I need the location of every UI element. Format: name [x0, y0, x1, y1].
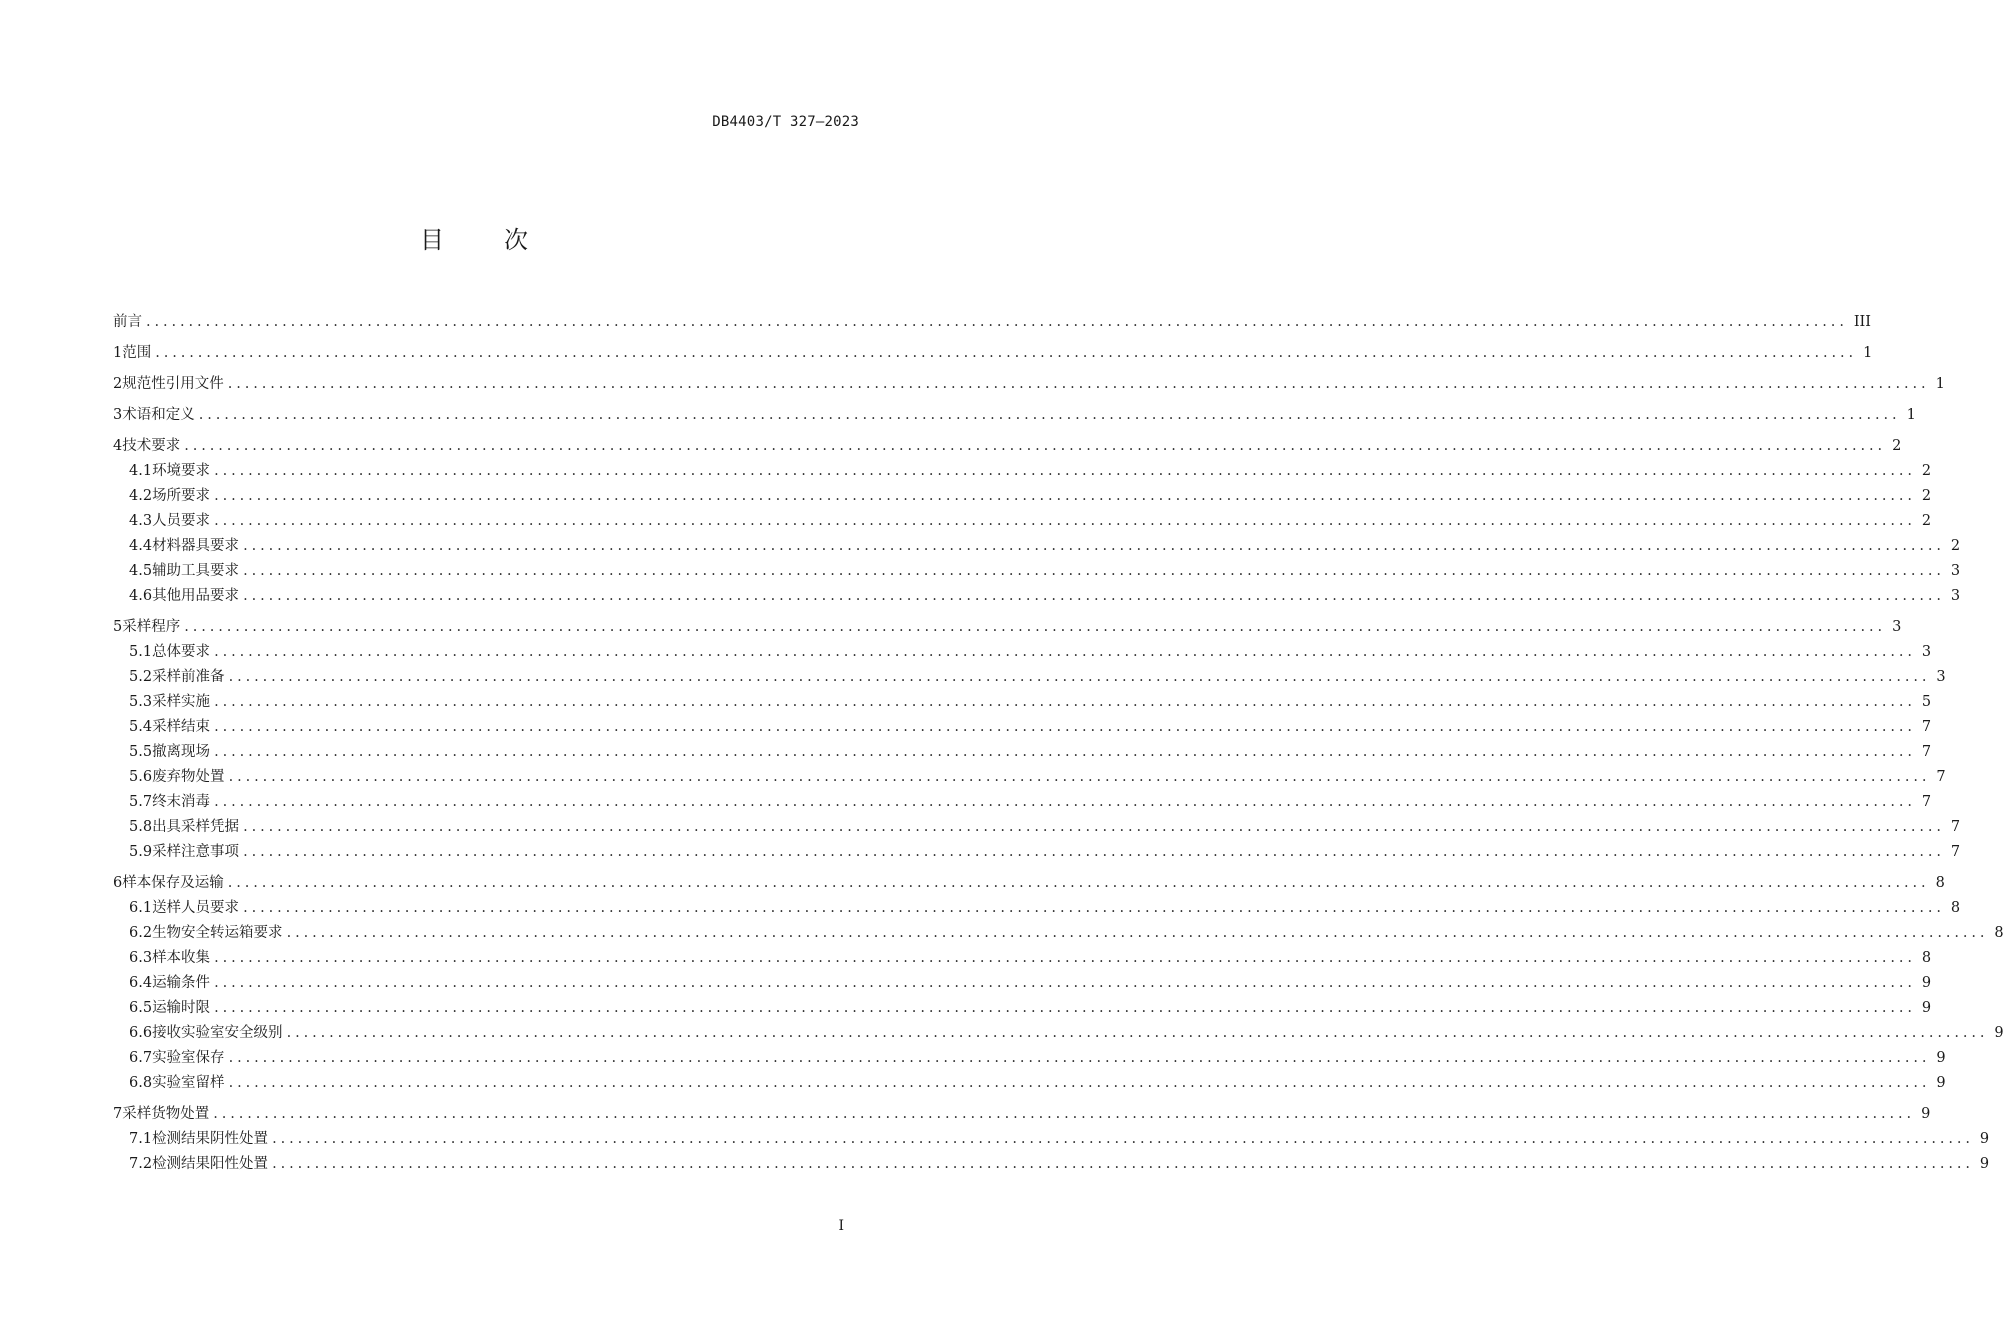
toc-entry[interactable] — [113, 715, 1932, 740]
toc-dot-leader: ........................................................................................................................................................................................................ — [146, 314, 1848, 330]
toc-entry[interactable] — [113, 310, 1872, 335]
toc-entry-page: 3 — [1921, 644, 1932, 660]
toc-dot-leader: ........................................................................................................................................................................................................ — [227, 875, 1930, 891]
toc-entry-label: 废弃物处置 — [152, 769, 225, 785]
toc-entry[interactable] — [113, 1071, 1946, 1096]
toc-dot-leader: ........................................................................................................................................................................................................ — [243, 900, 1945, 916]
toc-entry-page: 7 — [1921, 719, 1932, 735]
toc-dot-leader: ........................................................................................................................................................................................................ — [214, 1000, 1916, 1016]
toc-entry[interactable] — [113, 921, 2004, 946]
toc-dot-leader: ........................................................................................................................................................................................................ — [227, 376, 1930, 392]
toc-entry[interactable] — [113, 559, 1961, 584]
toc-entry-label: 生物安全转运箱要求 — [152, 925, 283, 941]
toc-entry-number: 4.1 — [129, 463, 153, 479]
toc-entry-number: 6.6 — [129, 1025, 153, 1041]
toc-dot-leader: ........................................................................................................................................................................................................ — [214, 975, 1916, 991]
toc-entry[interactable] — [113, 996, 1932, 1021]
toc-dot-leader: ........................................................................................................................................................................................................ — [243, 588, 1945, 604]
toc-entry[interactable] — [113, 640, 1932, 665]
toc-dot-leader: ........................................................................................................................................................................................................ — [214, 719, 1916, 735]
toc-entry-page: 7 — [1921, 744, 1932, 760]
toc-entry-label: 检测结果阳性处置 — [152, 1156, 269, 1172]
toc-entry-page: 9 — [1994, 1025, 2004, 1041]
toc-entry[interactable] — [113, 534, 1961, 559]
toc-entry-number: 7.2 — [129, 1156, 153, 1172]
toc-entry-number: 6.8 — [129, 1075, 153, 1091]
toc-entry-page: 2 — [1921, 513, 1932, 529]
toc-title-right: 次 — [504, 226, 530, 254]
toc-entry-page: 7 — [1950, 844, 1961, 860]
toc-entry-label: 前言 — [113, 314, 142, 330]
toc-entry-page: 1 — [1906, 407, 1916, 423]
toc-entry-page: 3 — [1950, 588, 1961, 604]
toc-entry-page: 8 — [1921, 950, 1932, 966]
toc-entry-label: 辅助工具要求 — [152, 563, 240, 579]
toc-dot-leader: ........................................................................................................................................................................................................ — [214, 694, 1916, 710]
toc-entry-page: 2 — [1892, 438, 1902, 454]
toc-dot-leader: ........................................................................................................................................................................................................ — [214, 794, 1916, 810]
toc-entry-label: 终末消毒 — [152, 794, 211, 810]
document-code: DB4403/T 327—2023 — [712, 114, 859, 130]
toc-entry[interactable] — [113, 1046, 1946, 1071]
toc-entry-label: 规范性引用文件 — [122, 376, 224, 392]
toc-dot-leader: ........................................................................................................................................................................................................ — [286, 1025, 1989, 1041]
toc-entry-number: 6.4 — [129, 975, 153, 991]
toc-title — [0, 220, 950, 255]
toc-entry-number: 6 — [113, 875, 123, 891]
toc-entry[interactable] — [113, 459, 1932, 484]
toc-entry-number: 6.5 — [129, 1000, 153, 1016]
toc-entry-number: 3 — [113, 407, 123, 423]
toc-entry-label: 采样实施 — [152, 694, 211, 710]
toc-entry[interactable] — [113, 896, 1961, 921]
toc-entry[interactable] — [113, 403, 1916, 428]
toc-entry-page: 3 — [1950, 563, 1961, 579]
toc-entry[interactable] — [113, 946, 1932, 971]
toc-entry[interactable] — [113, 871, 1945, 896]
toc-entry-page: 9 — [1921, 1000, 1932, 1016]
toc-entry-label: 实验室留样 — [152, 1075, 225, 1091]
toc-entry[interactable] — [113, 971, 1932, 996]
toc-entry-number: 4.4 — [129, 538, 153, 554]
toc-entry-label: 总体要求 — [152, 644, 211, 660]
toc-dot-leader: ........................................................................................................................................................................................................ — [243, 538, 1945, 554]
toc-entry-number: 6.7 — [129, 1050, 153, 1066]
toc-entry-label: 样本保存及运输 — [122, 875, 224, 891]
toc-entry-label: 环境要求 — [152, 463, 211, 479]
toc-entry-page: 9 — [1936, 1050, 1946, 1066]
toc-entry[interactable] — [113, 341, 1873, 366]
toc-entry[interactable] — [113, 372, 1945, 397]
toc-dot-leader: ........................................................................................................................................................................................................ — [243, 844, 1945, 860]
toc-dot-leader: ........................................................................................................................................................................................................ — [272, 1131, 1974, 1147]
toc-entry-page: 9 — [1921, 1106, 1931, 1122]
toc-entry-label: 出具采样凭据 — [152, 819, 240, 835]
toc-entry[interactable] — [113, 665, 1946, 690]
toc-entry[interactable] — [113, 1102, 1931, 1127]
toc-entry-page: 8 — [1935, 875, 1945, 891]
toc-entry-number: 2 — [113, 376, 123, 392]
toc-dot-leader: ........................................................................................................................................................................................................ — [228, 669, 1931, 685]
toc-entry-page: 7 — [1950, 819, 1961, 835]
toc-entry-label: 采样前准备 — [152, 669, 225, 685]
toc-dot-leader: ........................................................................................................................................................................................................ — [228, 1075, 1931, 1091]
toc-entry-label: 运输条件 — [152, 975, 211, 991]
toc-entry-number: 5 — [113, 619, 123, 635]
toc-entry-label: 术语和定义 — [122, 407, 195, 423]
toc-entry-page: 9 — [1979, 1131, 1990, 1147]
toc-dot-leader: ........................................................................................................................................................................................................ — [155, 345, 1858, 361]
toc-entry-label: 人员要求 — [152, 513, 211, 529]
toc-entry-page: 2 — [1921, 463, 1932, 479]
toc-entry-page: 9 — [1921, 975, 1932, 991]
toc-entry[interactable] — [113, 484, 1932, 509]
toc-entry-page: 1 — [1863, 345, 1873, 361]
toc-entry-label: 范围 — [122, 345, 152, 361]
toc-dot-leader: ........................................................................................................................................................................................................ — [184, 438, 1887, 454]
toc-entry-number: 6.2 — [129, 925, 153, 941]
toc-entry-page: 8 — [1994, 925, 2004, 941]
toc-title-left: 目 — [420, 226, 446, 254]
toc-entry-page: 2 — [1950, 538, 1961, 554]
toc-entry-label: 送样人员要求 — [152, 900, 240, 916]
toc-entry-label: 检测结果阴性处置 — [152, 1131, 269, 1147]
toc-entry-number: 6.3 — [129, 950, 153, 966]
toc-entry-page: 1 — [1935, 376, 1945, 392]
toc-dot-leader: ........................................................................................................................................................................................................ — [286, 925, 1989, 941]
toc-entry-label: 场所要求 — [152, 488, 211, 504]
toc-entry-page: 2 — [1921, 488, 1932, 504]
toc-entry[interactable] — [113, 790, 1932, 815]
toc-entry-label: 采样结束 — [152, 719, 211, 735]
toc-entry-number: 4.3 — [129, 513, 153, 529]
toc-entry[interactable] — [113, 615, 1902, 640]
toc-entry-number: 6.1 — [129, 900, 153, 916]
toc-dot-leader: ........................................................................................................................................................................................................ — [214, 950, 1916, 966]
toc-entry-page: 3 — [1936, 669, 1946, 685]
toc-entry-page: 9 — [1979, 1156, 1990, 1172]
toc-dot-leader: ........................................................................................................................................................................................................ — [184, 619, 1887, 635]
toc-entry[interactable] — [113, 690, 1932, 715]
toc-entry-number: 5.8 — [129, 819, 153, 835]
toc-dot-leader: ........................................................................................................................................................................................................ — [243, 563, 1945, 579]
toc-entry-page: 7 — [1936, 769, 1946, 785]
toc-entry-number: 5.3 — [129, 694, 153, 710]
toc-entry-label: 实验室保存 — [152, 1050, 225, 1066]
toc-entry[interactable] — [113, 509, 1932, 534]
toc-entry-number: 1 — [113, 345, 123, 361]
toc-entry[interactable] — [113, 1152, 1990, 1177]
toc-entry-page: 7 — [1921, 794, 1932, 810]
toc-entry-page: 8 — [1950, 900, 1961, 916]
toc-entry-page: 5 — [1921, 694, 1932, 710]
toc-dot-leader: ........................................................................................................................................................................................................ — [214, 488, 1916, 504]
toc-entry[interactable] — [113, 434, 1902, 459]
toc-entry-number: 5.2 — [129, 669, 153, 685]
toc-entry-page: 9 — [1936, 1075, 1946, 1091]
toc-entry-number: 5.7 — [129, 794, 153, 810]
toc-entry-label: 采样注意事项 — [152, 844, 240, 860]
toc-entry-label: 采样货物处置 — [122, 1106, 210, 1122]
toc-entry-number: 5.1 — [129, 644, 153, 660]
toc-dot-leader: ........................................................................................................................................................................................................ — [214, 744, 1916, 760]
toc-entry[interactable] — [113, 740, 1932, 765]
toc-dot-leader: ........................................................................................................................................................................................................ — [198, 407, 1901, 423]
toc-entry-number: 5.5 — [129, 744, 153, 760]
toc-dot-leader: ........................................................................................................................................................................................................ — [214, 644, 1916, 660]
toc-entry[interactable] — [113, 815, 1961, 840]
toc-entry-label: 采样程序 — [122, 619, 181, 635]
toc-entry-number: 5.9 — [129, 844, 153, 860]
toc-dot-leader: ........................................................................................................................................................................................................ — [272, 1156, 1974, 1172]
toc-dot-leader: ........................................................................................................................................................................................................ — [228, 1050, 1931, 1066]
toc-entry-number: 5.6 — [129, 769, 153, 785]
toc-entry-number: 7 — [113, 1106, 123, 1122]
toc-entry-label: 技术要求 — [122, 438, 181, 454]
toc-entry[interactable] — [113, 840, 1961, 865]
toc-entry-page: III — [1853, 314, 1872, 330]
toc-entry-label: 运输时限 — [152, 1000, 211, 1016]
toc-entry-number: 4 — [113, 438, 123, 454]
toc-dot-leader: ........................................................................................................................................................................................................ — [214, 463, 1916, 479]
toc-entry-label: 撤离现场 — [152, 744, 211, 760]
toc-entry[interactable] — [113, 584, 1961, 609]
toc-entry-number: 7.1 — [129, 1131, 153, 1147]
toc-entry[interactable] — [113, 1127, 1990, 1152]
toc-entry-number: 4.6 — [129, 588, 153, 604]
table-of-contents — [113, 310, 2004, 1177]
toc-dot-leader: ........................................................................................................................................................................................................ — [228, 769, 1931, 785]
toc-entry-number: 5.4 — [129, 719, 153, 735]
toc-dot-leader: ........................................................................................................................................................................................................ — [214, 513, 1916, 529]
toc-dot-leader: ........................................................................................................................................................................................................ — [243, 819, 1945, 835]
toc-entry-label: 其他用品要求 — [152, 588, 240, 604]
toc-entry-label: 样本收集 — [152, 950, 211, 966]
toc-dot-leader: ........................................................................................................................................................................................................ — [213, 1106, 1916, 1122]
toc-entry-page: 3 — [1892, 619, 1902, 635]
toc-entry[interactable] — [113, 1021, 2004, 1046]
toc-entry-label: 材料器具要求 — [152, 538, 240, 554]
toc-entry[interactable] — [113, 765, 1946, 790]
toc-entry-number: 4.5 — [129, 563, 153, 579]
toc-entry-label: 接收实验室安全级别 — [152, 1025, 283, 1041]
footer-page-number: I — [838, 1218, 844, 1234]
toc-entry-number: 4.2 — [129, 488, 153, 504]
